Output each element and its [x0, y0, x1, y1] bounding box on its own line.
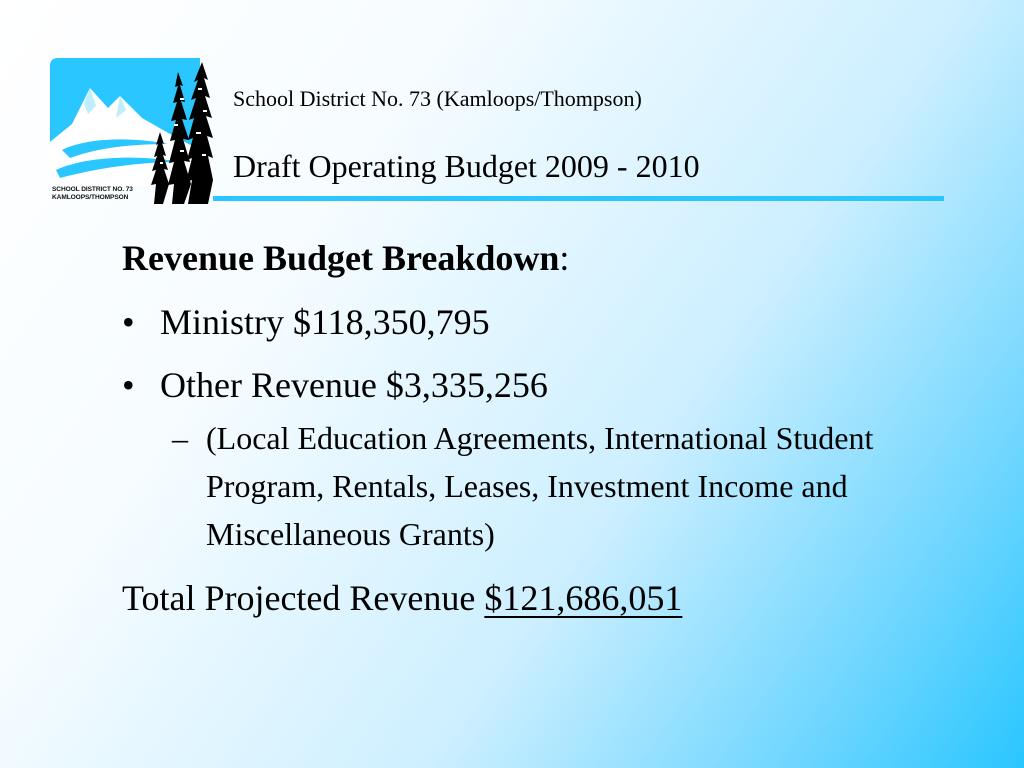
- mountain-tree-logo-icon: [50, 58, 213, 204]
- bullet-item-ministry: [122, 300, 972, 344]
- logo-caption-line2: KAMLOOPS/THOMPSON: [52, 193, 129, 201]
- sub-bullet-text: (Local Education Agreements, International Student Program, Rentals, Leases, Investment Income and Miscellaneous Grants): [206, 420, 874, 552]
- section-heading-text: Revenue Budget Breakdown: [122, 238, 560, 278]
- dash-icon: –: [172, 420, 188, 456]
- bullet-icon: •: [122, 365, 135, 405]
- total-label: Total Projected Revenue: [122, 578, 485, 618]
- title-divider: [213, 196, 944, 201]
- district-logo: [50, 58, 213, 204]
- logo-caption-line1: SCHOOL DISTRICT NO. 73: [52, 186, 133, 193]
- bullet-icon: •: [122, 302, 135, 342]
- slide-title: Draft Operating Budget 2009 - 2010: [233, 148, 700, 184]
- sub-bullet-item: [122, 414, 966, 558]
- section-heading-colon: :: [559, 238, 570, 278]
- bullet-text: Ministry $118,350,795: [160, 302, 490, 342]
- bullet-item-other-revenue: [122, 363, 972, 407]
- district-name: School District No. 73 (Kamloops/Thompson): [233, 86, 642, 111]
- logo-caption: [52, 186, 157, 201]
- slide-body: [122, 236, 972, 620]
- total-amount: $121,686,051: [484, 578, 683, 618]
- total-revenue-line: [122, 576, 972, 620]
- bullet-text: Other Revenue $3,335,256: [160, 365, 548, 405]
- section-heading: [122, 236, 972, 280]
